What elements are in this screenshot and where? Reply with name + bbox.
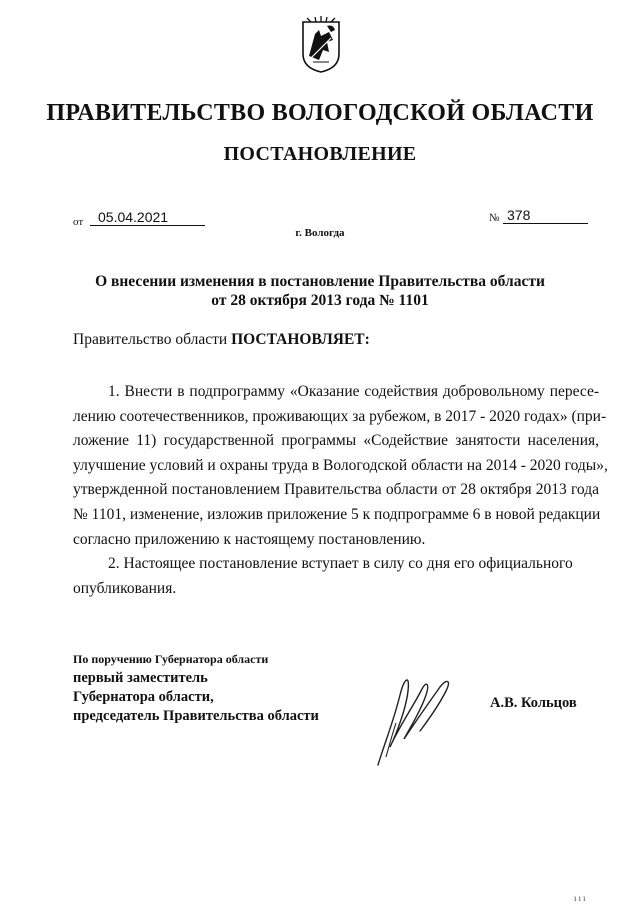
- city-label: г. Вологда: [295, 227, 345, 239]
- preamble: [73, 331, 370, 349]
- body-line: 1. Внести в подпрограмму «Оказание содействия добровольному пересе-: [108, 383, 599, 400]
- body-line: лению соотечественников, проживающих за рубежом, в 2017 - 2020 годах» (при-: [73, 407, 607, 425]
- signatory-line: первый заместитель: [73, 670, 208, 686]
- document-body: [73, 380, 608, 601]
- body-line: 2. Настоящее постановление вступает в силу со дня его официального: [108, 555, 573, 573]
- preamble-resolution-word: ПОСТАНОВЛЯЕТ:: [231, 331, 370, 348]
- signatory-line: По поручению Губернатора области: [73, 652, 269, 666]
- page-mark: ııı: [574, 893, 588, 903]
- body-line: утвержденной постановлением Правительства области от 28 октября 2013 года: [73, 481, 599, 499]
- body-line: опубликования.: [73, 579, 177, 597]
- body-line: № 1101, изменение, изложив приложение 5 к подпрограмме 6 в новой редакции: [73, 505, 601, 523]
- document-subject: [0, 272, 640, 310]
- handwritten-signature: [360, 665, 470, 775]
- body-line: улучшение условий и охраны труда в Вологодской области на 2014 - 2020 годы»,: [73, 456, 608, 474]
- document-number: 378: [503, 207, 588, 224]
- signatory-line: председатель Правительства области: [73, 708, 319, 724]
- body-line: ложение 11) государственной программы «Содействие занятости населения,: [73, 432, 599, 450]
- document-type: ПОСТАНОВЛЕНИЕ: [223, 143, 417, 165]
- org-title: ПРАВИТЕЛЬСТВО ВОЛОГОДСКОЙ ОБЛАСТИ: [46, 100, 594, 126]
- subject-line: от 28 октября 2013 года № 1101: [211, 292, 429, 309]
- number-prefix: №: [489, 212, 500, 224]
- preamble-text: Правительство области: [73, 331, 228, 348]
- signatory-title: [73, 650, 319, 726]
- date-prefix: от: [73, 216, 84, 228]
- signatory-line: Губернатора области,: [73, 689, 214, 705]
- coat-of-arms-emblem: [299, 16, 343, 74]
- subject-line: О внесении изменения в постановление Правительства области: [95, 273, 545, 290]
- body-line: согласно приложению к настоящему постановлению.: [73, 530, 426, 548]
- signer-name: А.В. Кольцов: [490, 695, 577, 711]
- document-date: 05.04.2021: [90, 209, 205, 226]
